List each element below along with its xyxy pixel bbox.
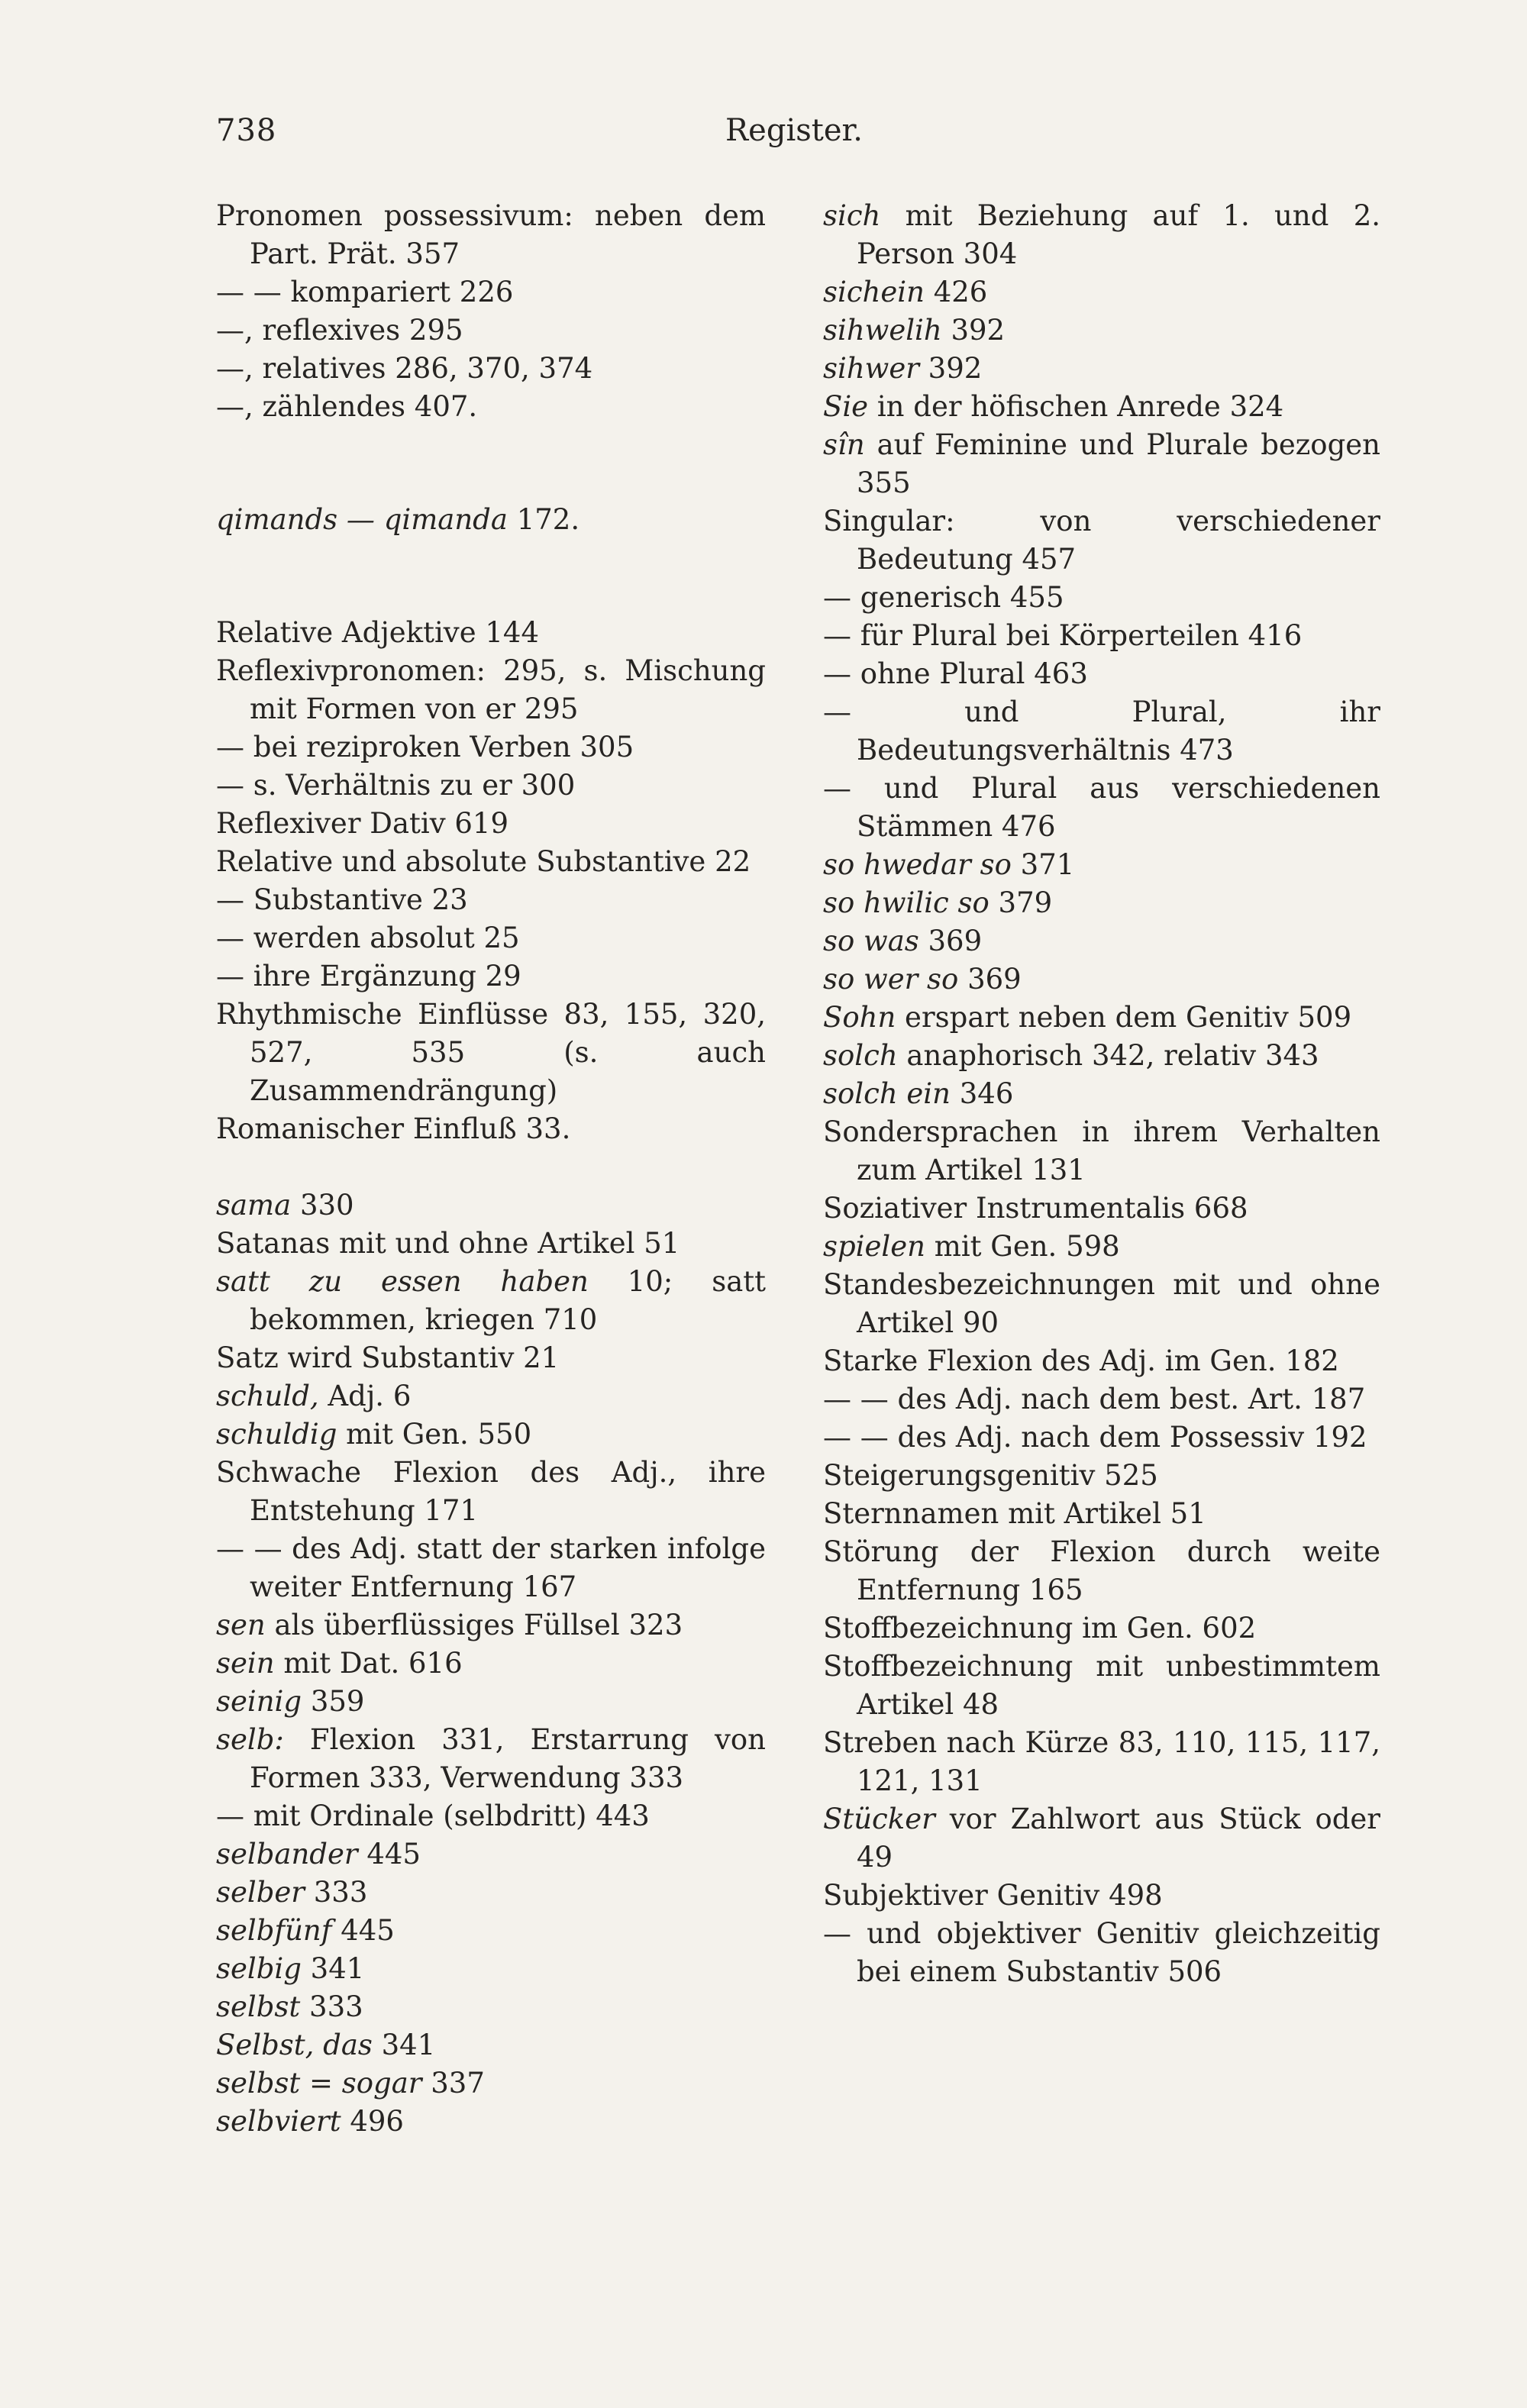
index-entry: —, relatives 286, 370, 374 bbox=[216, 352, 593, 385]
index-entry: selbst 333 bbox=[216, 1990, 363, 2023]
index-entry: — mit Ordinale (selbdritt) 443 bbox=[216, 1800, 650, 1832]
index-entry: Singular: von verschiedener Bedeutung 457 bbox=[823, 505, 1380, 576]
index-entry: Satz wird Substantiv 21 bbox=[216, 1341, 560, 1374]
page-number: 738 bbox=[216, 113, 277, 148]
index-entry: satt zu essen haben 10; satt bekommen, kriegen 710 bbox=[216, 1265, 766, 1336]
index-entry: Schwache Flexion des Adj., ihre Entstehung 171 bbox=[216, 1456, 766, 1527]
running-title: Register. bbox=[725, 113, 863, 148]
index-entry: Satanas mit und ohne Artikel 51 bbox=[216, 1227, 680, 1260]
index-entry: so hwedar so 371 bbox=[823, 848, 1075, 881]
index-entry: selbander 445 bbox=[216, 1838, 421, 1871]
index-entry: Streben nach Kürze 83, 110, 115, 117, 121, 131 bbox=[823, 1726, 1380, 1797]
index-entry: so was 369 bbox=[823, 925, 983, 957]
index-entry: — ohne Plural 463 bbox=[823, 657, 1088, 690]
index-entry: — bei reziproken Verben 305 bbox=[216, 731, 634, 763]
index-entry: sihwelih 392 bbox=[823, 314, 1006, 347]
index-entry: Sondersprachen in ihrem Verhalten zum Artikel 131 bbox=[823, 1115, 1380, 1186]
index-entry: — werden absolut 25 bbox=[216, 922, 520, 954]
index-entry: Sohn erspart neben dem Genitiv 509 bbox=[823, 1001, 1352, 1034]
index-entry: solch anaphorisch 342, relativ 343 bbox=[823, 1039, 1319, 1072]
index-entry: sichein 426 bbox=[823, 276, 988, 308]
index-entry: — — des Adj. statt der starken infolge weiter Entfernung 167 bbox=[216, 1532, 766, 1603]
index-entry: selbig 341 bbox=[216, 1952, 365, 1985]
index-entry: Stücker vor Zahlwort aus Stück oder 49 bbox=[823, 1803, 1380, 1874]
index-entry: so wer so 369 bbox=[823, 963, 1022, 996]
index-entry: — — des Adj. nach dem Possessiv 192 bbox=[823, 1421, 1367, 1454]
index-entry: Sie in der höfischen Anrede 324 bbox=[823, 390, 1284, 423]
index-entry: Relative Adjektive 144 bbox=[216, 616, 539, 649]
index-entry: selb: Flexion 331, Erstarrung von Formen 333, Verwendung 333 bbox=[216, 1723, 766, 1794]
index-entry: selber 333 bbox=[216, 1876, 368, 1909]
index-entry: — für Plural bei Körperteilen 416 bbox=[823, 619, 1303, 652]
index-entry: Soziativer Instrumentalis 668 bbox=[823, 1192, 1248, 1225]
index-entry: Standesbezeichnungen mit und ohne Artikel 90 bbox=[823, 1268, 1380, 1339]
index-entry: schuldig mit Gen. 550 bbox=[216, 1418, 532, 1451]
index-entry: Rhythmische Einflüsse 83, 155, 320, 527, 535 (s. auch Zusammendrängung) bbox=[216, 998, 766, 1107]
index-entry: sein mit Dat. 616 bbox=[216, 1647, 463, 1680]
index-entry: — Substantive 23 bbox=[216, 883, 468, 916]
index-entry: sîn auf Feminine und Plurale bezogen 355 bbox=[823, 428, 1380, 499]
index-entry: selbfünf 445 bbox=[216, 1914, 395, 1947]
index-entry: selbst = sogar 337 bbox=[216, 2067, 485, 2100]
index-entry: — und Plural aus verschiedenen Stämmen 476 bbox=[823, 772, 1380, 843]
index-entry: —, reflexives 295 bbox=[216, 314, 463, 347]
index-entry: schuld, Adj. 6 bbox=[216, 1380, 412, 1412]
index-entry: qimands — qimanda 172. bbox=[216, 503, 580, 536]
index-entry: Romanischer Einfluß 33. bbox=[216, 1112, 571, 1145]
index-entry: sich mit Beziehung auf 1. und 2. Person 304 bbox=[823, 199, 1380, 270]
index-column-left bbox=[216, 197, 766, 2141]
index-entry: Reflexiver Dativ 619 bbox=[216, 807, 508, 840]
index-entry: Selbst, das 341 bbox=[216, 2029, 436, 2061]
index-column-right bbox=[823, 197, 1380, 1991]
index-entry: — s. Verhältnis zu er 300 bbox=[216, 769, 576, 802]
index-entry: — — kompariert 226 bbox=[216, 276, 514, 308]
index-entry: solch ein 346 bbox=[823, 1077, 1014, 1110]
index-entry: — und objektiver Genitiv gleichzeitig bei einem Substantiv 506 bbox=[823, 1917, 1380, 1988]
index-entry: — generisch 455 bbox=[823, 581, 1064, 614]
index-entry: Starke Flexion des Adj. im Gen. 182 bbox=[823, 1344, 1339, 1377]
index-entry: — ihre Ergänzung 29 bbox=[216, 960, 521, 993]
index-entry: selbviert 496 bbox=[216, 2105, 404, 2138]
index-entry: Sternnamen mit Artikel 51 bbox=[823, 1497, 1206, 1530]
index-entry: Pronomen possessivum: neben dem Part. Prät. 357 bbox=[216, 199, 766, 270]
index-entry: Relative und absolute Substantive 22 bbox=[216, 845, 751, 878]
index-entry: Steigerungsgenitiv 525 bbox=[823, 1459, 1158, 1492]
index-entry: —, zählendes 407. bbox=[216, 390, 478, 423]
index-entry: seinig 359 bbox=[216, 1685, 365, 1718]
index-entry: Stoffbezeichnung im Gen. 602 bbox=[823, 1612, 1257, 1645]
index-entry: spielen mit Gen. 598 bbox=[823, 1230, 1120, 1263]
index-entry: sama 330 bbox=[216, 1189, 354, 1222]
index-entry: sihwer 392 bbox=[823, 352, 983, 385]
index-entry: — — des Adj. nach dem best. Art. 187 bbox=[823, 1383, 1366, 1415]
index-entry: Stoffbezeichnung mit unbestimmtem Artikel 48 bbox=[823, 1650, 1380, 1721]
index-entry: Subjektiver Genitiv 498 bbox=[823, 1879, 1163, 1912]
index-entry: — und Plural, ihr Bedeutungsverhältnis 473 bbox=[823, 696, 1380, 767]
index-entry: Störung der Flexion durch weite Entfernung 165 bbox=[823, 1535, 1380, 1606]
index-entry: sen als überflüssiges Füllsel 323 bbox=[216, 1609, 683, 1641]
index-entry: Reflexivpronomen: 295, s. Mischung mit Formen von er 295 bbox=[216, 654, 766, 725]
index-entry: so hwilic so 379 bbox=[823, 886, 1053, 919]
